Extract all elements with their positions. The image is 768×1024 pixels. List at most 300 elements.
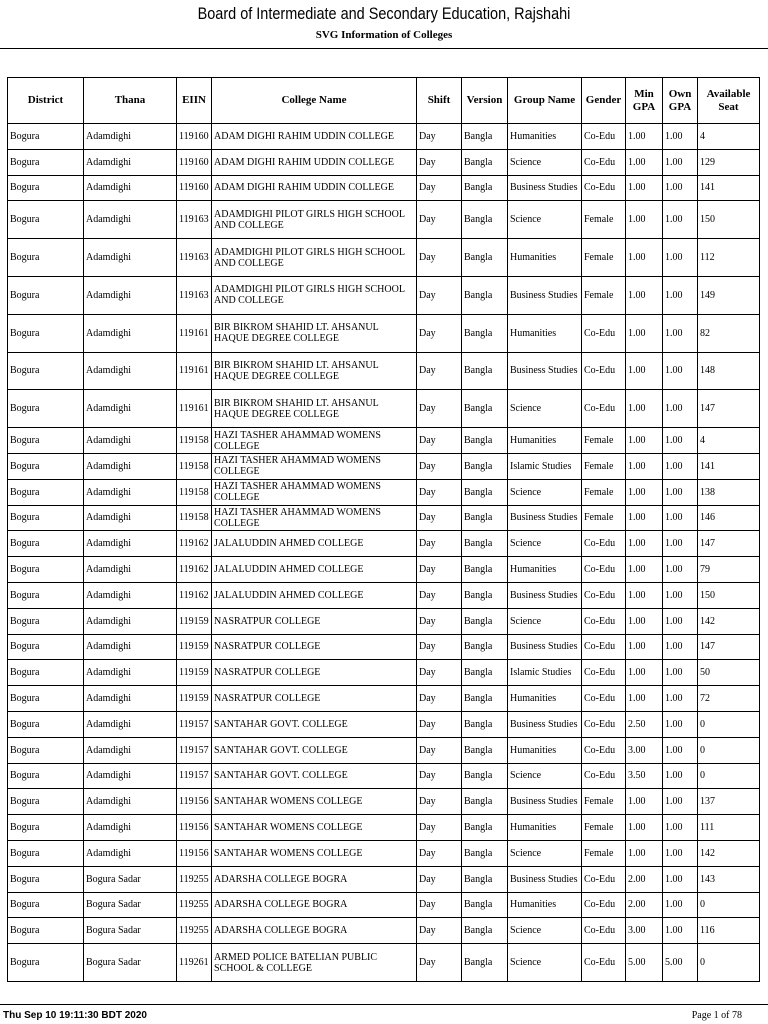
cell-district: Bogura bbox=[8, 390, 84, 428]
cell-own-gpa: 1.00 bbox=[663, 892, 698, 918]
cell-group-name: Humanities bbox=[508, 428, 582, 454]
cell-gender: Co-Edu bbox=[582, 634, 626, 660]
cell-own-gpa: 1.00 bbox=[663, 918, 698, 944]
cell-available-seat: 149 bbox=[698, 276, 760, 314]
cell-version: Bangla bbox=[462, 239, 508, 277]
cell-eiin: 119161 bbox=[177, 314, 212, 352]
cell-thana: Adamdighi bbox=[84, 352, 177, 390]
table-row bbox=[8, 239, 760, 277]
cell-version: Bangla bbox=[462, 557, 508, 583]
cell-min-gpa: 1.00 bbox=[626, 390, 663, 428]
cell-eiin: 119255 bbox=[177, 866, 212, 892]
cell-own-gpa: 1.00 bbox=[663, 175, 698, 201]
cell-district: Bogura bbox=[8, 505, 84, 531]
cell-shift: Day bbox=[417, 201, 462, 239]
cell-gender: Co-Edu bbox=[582, 531, 626, 557]
cell-available-seat: 79 bbox=[698, 557, 760, 583]
cell-district: Bogura bbox=[8, 582, 84, 608]
table-row bbox=[8, 390, 760, 428]
cell-version: Bangla bbox=[462, 276, 508, 314]
column-header-college-name: College Name bbox=[212, 78, 417, 124]
cell-own-gpa: 1.00 bbox=[663, 453, 698, 479]
cell-college-name: HAZI TASHER AHAMMAD WOMENS COLLEGE bbox=[212, 479, 417, 505]
cell-version: Bangla bbox=[462, 840, 508, 866]
cell-college-name: ADAMDIGHI PILOT GIRLS HIGH SCHOOL AND COLLEGE bbox=[212, 276, 417, 314]
cell-college-name: SANTAHAR GOVT. COLLEGE bbox=[212, 763, 417, 789]
table-row bbox=[8, 944, 760, 982]
cell-version: Bangla bbox=[462, 175, 508, 201]
cell-available-seat: 150 bbox=[698, 201, 760, 239]
table-row bbox=[8, 505, 760, 531]
cell-eiin: 119157 bbox=[177, 737, 212, 763]
cell-thana: Adamdighi bbox=[84, 390, 177, 428]
cell-gender: Female bbox=[582, 239, 626, 277]
cell-min-gpa: 5.00 bbox=[626, 944, 663, 982]
cell-college-name: ADARSHA COLLEGE BOGRA bbox=[212, 892, 417, 918]
cell-eiin: 119255 bbox=[177, 918, 212, 944]
cell-shift: Day bbox=[417, 124, 462, 150]
cell-min-gpa: 1.00 bbox=[626, 352, 663, 390]
cell-version: Bangla bbox=[462, 453, 508, 479]
cell-district: Bogura bbox=[8, 789, 84, 815]
cell-thana: Adamdighi bbox=[84, 711, 177, 737]
cell-available-seat: 112 bbox=[698, 239, 760, 277]
cell-group-name: Business Studies bbox=[508, 711, 582, 737]
cell-thana: Adamdighi bbox=[84, 149, 177, 175]
cell-college-name: ADARSHA COLLEGE BOGRA bbox=[212, 918, 417, 944]
cell-available-seat: 4 bbox=[698, 428, 760, 454]
cell-group-name: Islamic Studies bbox=[508, 453, 582, 479]
cell-group-name: Science bbox=[508, 763, 582, 789]
cell-college-name: NASRATPUR COLLEGE bbox=[212, 660, 417, 686]
cell-eiin: 119157 bbox=[177, 711, 212, 737]
cell-thana: Adamdighi bbox=[84, 276, 177, 314]
cell-thana: Adamdighi bbox=[84, 239, 177, 277]
cell-own-gpa: 1.00 bbox=[663, 608, 698, 634]
cell-thana: Adamdighi bbox=[84, 763, 177, 789]
cell-shift: Day bbox=[417, 608, 462, 634]
cell-gender: Co-Edu bbox=[582, 390, 626, 428]
cell-own-gpa: 1.00 bbox=[663, 479, 698, 505]
column-header-eiin: EIIN bbox=[177, 78, 212, 124]
cell-available-seat: 116 bbox=[698, 918, 760, 944]
cell-thana: Adamdighi bbox=[84, 815, 177, 841]
cell-district: Bogura bbox=[8, 557, 84, 583]
cell-group-name: Humanities bbox=[508, 557, 582, 583]
cell-gender: Female bbox=[582, 840, 626, 866]
table-row bbox=[8, 892, 760, 918]
cell-thana: Adamdighi bbox=[84, 737, 177, 763]
cell-available-seat: 0 bbox=[698, 737, 760, 763]
column-header-own-gpa: Own GPA bbox=[663, 78, 698, 124]
cell-eiin: 119163 bbox=[177, 276, 212, 314]
cell-eiin: 119158 bbox=[177, 479, 212, 505]
table-header-row bbox=[8, 78, 760, 124]
cell-own-gpa: 1.00 bbox=[663, 840, 698, 866]
cell-group-name: Humanities bbox=[508, 892, 582, 918]
cell-group-name: Business Studies bbox=[508, 352, 582, 390]
cell-eiin: 119163 bbox=[177, 201, 212, 239]
cell-gender: Co-Edu bbox=[582, 582, 626, 608]
cell-version: Bangla bbox=[462, 582, 508, 608]
cell-district: Bogura bbox=[8, 840, 84, 866]
cell-version: Bangla bbox=[462, 944, 508, 982]
cell-own-gpa: 1.00 bbox=[663, 815, 698, 841]
cell-gender: Co-Edu bbox=[582, 608, 626, 634]
cell-college-name: SANTAHAR GOVT. COLLEGE bbox=[212, 711, 417, 737]
cell-college-name: BIR BIKROM SHAHID LT. AHSANUL HAQUE DEGREE COLLEGE bbox=[212, 390, 417, 428]
cell-group-name: Science bbox=[508, 201, 582, 239]
cell-version: Bangla bbox=[462, 531, 508, 557]
cell-gender: Co-Edu bbox=[582, 918, 626, 944]
cell-available-seat: 0 bbox=[698, 944, 760, 982]
cell-gender: Female bbox=[582, 789, 626, 815]
page-title: Board of Intermediate and Secondary Education, Rajshahi bbox=[197, 4, 571, 23]
cell-eiin: 119261 bbox=[177, 944, 212, 982]
cell-own-gpa: 1.00 bbox=[663, 505, 698, 531]
cell-shift: Day bbox=[417, 557, 462, 583]
cell-shift: Day bbox=[417, 660, 462, 686]
cell-thana: Adamdighi bbox=[84, 175, 177, 201]
cell-college-name: ADAMDIGHI PILOT GIRLS HIGH SCHOOL AND COLLEGE bbox=[212, 239, 417, 277]
cell-group-name: Business Studies bbox=[508, 175, 582, 201]
cell-shift: Day bbox=[417, 390, 462, 428]
cell-version: Bangla bbox=[462, 634, 508, 660]
cell-gender: Female bbox=[582, 505, 626, 531]
cell-eiin: 119158 bbox=[177, 453, 212, 479]
cell-min-gpa: 1.00 bbox=[626, 175, 663, 201]
cell-group-name: Humanities bbox=[508, 239, 582, 277]
cell-eiin: 119156 bbox=[177, 815, 212, 841]
cell-min-gpa: 3.00 bbox=[626, 737, 663, 763]
cell-college-name: SANTAHAR WOMENS COLLEGE bbox=[212, 815, 417, 841]
cell-district: Bogura bbox=[8, 352, 84, 390]
cell-available-seat: 0 bbox=[698, 763, 760, 789]
cell-eiin: 119158 bbox=[177, 505, 212, 531]
table-row bbox=[8, 276, 760, 314]
cell-thana: Adamdighi bbox=[84, 428, 177, 454]
cell-group-name: Business Studies bbox=[508, 505, 582, 531]
cell-version: Bangla bbox=[462, 686, 508, 712]
cell-version: Bangla bbox=[462, 660, 508, 686]
cell-own-gpa: 1.00 bbox=[663, 124, 698, 150]
cell-own-gpa: 1.00 bbox=[663, 239, 698, 277]
column-header-version: Version bbox=[462, 78, 508, 124]
cell-available-seat: 141 bbox=[698, 175, 760, 201]
cell-available-seat: 142 bbox=[698, 608, 760, 634]
header-divider bbox=[0, 48, 768, 49]
cell-available-seat: 0 bbox=[698, 892, 760, 918]
cell-available-seat: 82 bbox=[698, 314, 760, 352]
cell-eiin: 119162 bbox=[177, 531, 212, 557]
cell-eiin: 119160 bbox=[177, 124, 212, 150]
cell-district: Bogura bbox=[8, 892, 84, 918]
cell-group-name: Science bbox=[508, 608, 582, 634]
column-header-thana: Thana bbox=[84, 78, 177, 124]
cell-version: Bangla bbox=[462, 124, 508, 150]
cell-gender: Co-Edu bbox=[582, 149, 626, 175]
cell-own-gpa: 1.00 bbox=[663, 737, 698, 763]
cell-version: Bangla bbox=[462, 789, 508, 815]
cell-district: Bogura bbox=[8, 944, 84, 982]
cell-thana: Adamdighi bbox=[84, 479, 177, 505]
cell-available-seat: 147 bbox=[698, 531, 760, 557]
cell-min-gpa: 1.00 bbox=[626, 201, 663, 239]
table-row bbox=[8, 314, 760, 352]
cell-eiin: 119161 bbox=[177, 390, 212, 428]
cell-shift: Day bbox=[417, 428, 462, 454]
cell-min-gpa: 1.00 bbox=[626, 840, 663, 866]
cell-gender: Co-Edu bbox=[582, 686, 626, 712]
cell-min-gpa: 1.00 bbox=[626, 608, 663, 634]
cell-eiin: 119158 bbox=[177, 428, 212, 454]
cell-group-name: Humanities bbox=[508, 737, 582, 763]
table-row bbox=[8, 763, 760, 789]
cell-college-name: ADAM DIGHI RAHIM UDDIN COLLEGE bbox=[212, 149, 417, 175]
cell-shift: Day bbox=[417, 276, 462, 314]
cell-available-seat: 141 bbox=[698, 453, 760, 479]
cell-own-gpa: 1.00 bbox=[663, 660, 698, 686]
cell-group-name: Science bbox=[508, 944, 582, 982]
column-header-district: District bbox=[8, 78, 84, 124]
cell-college-name: SANTAHAR GOVT. COLLEGE bbox=[212, 737, 417, 763]
cell-district: Bogura bbox=[8, 479, 84, 505]
cell-college-name: NASRATPUR COLLEGE bbox=[212, 686, 417, 712]
cell-own-gpa: 1.00 bbox=[663, 276, 698, 314]
table-row bbox=[8, 124, 760, 150]
cell-shift: Day bbox=[417, 815, 462, 841]
cell-gender: Co-Edu bbox=[582, 763, 626, 789]
cell-version: Bangla bbox=[462, 479, 508, 505]
cell-version: Bangla bbox=[462, 428, 508, 454]
cell-eiin: 119156 bbox=[177, 840, 212, 866]
cell-group-name: Science bbox=[508, 149, 582, 175]
cell-version: Bangla bbox=[462, 892, 508, 918]
cell-group-name: Humanities bbox=[508, 124, 582, 150]
cell-gender: Co-Edu bbox=[582, 314, 626, 352]
cell-version: Bangla bbox=[462, 201, 508, 239]
cell-available-seat: 150 bbox=[698, 582, 760, 608]
cell-own-gpa: 1.00 bbox=[663, 201, 698, 239]
footer-page-number: Page 1 of 78 bbox=[691, 1010, 742, 1021]
cell-own-gpa: 1.00 bbox=[663, 686, 698, 712]
cell-district: Bogura bbox=[8, 660, 84, 686]
cell-shift: Day bbox=[417, 531, 462, 557]
footer-divider bbox=[0, 1004, 768, 1005]
cell-version: Bangla bbox=[462, 352, 508, 390]
cell-shift: Day bbox=[417, 453, 462, 479]
cell-min-gpa: 1.00 bbox=[626, 124, 663, 150]
cell-eiin: 119159 bbox=[177, 634, 212, 660]
column-header-group-name: Group Name bbox=[508, 78, 582, 124]
cell-group-name: Science bbox=[508, 531, 582, 557]
cell-gender: Female bbox=[582, 453, 626, 479]
cell-shift: Day bbox=[417, 314, 462, 352]
table-row bbox=[8, 660, 760, 686]
cell-district: Bogura bbox=[8, 634, 84, 660]
cell-min-gpa: 1.00 bbox=[626, 634, 663, 660]
cell-gender: Co-Edu bbox=[582, 660, 626, 686]
cell-available-seat: 72 bbox=[698, 686, 760, 712]
cell-version: Bangla bbox=[462, 390, 508, 428]
colleges-table-container bbox=[7, 77, 759, 982]
cell-eiin: 119255 bbox=[177, 892, 212, 918]
cell-district: Bogura bbox=[8, 314, 84, 352]
cell-eiin: 119157 bbox=[177, 763, 212, 789]
cell-own-gpa: 1.00 bbox=[663, 557, 698, 583]
cell-shift: Day bbox=[417, 634, 462, 660]
cell-district: Bogura bbox=[8, 866, 84, 892]
cell-min-gpa: 1.00 bbox=[626, 582, 663, 608]
cell-district: Bogura bbox=[8, 763, 84, 789]
cell-available-seat: 147 bbox=[698, 390, 760, 428]
cell-own-gpa: 1.00 bbox=[663, 711, 698, 737]
cell-thana: Adamdighi bbox=[84, 314, 177, 352]
cell-shift: Day bbox=[417, 505, 462, 531]
cell-own-gpa: 1.00 bbox=[663, 531, 698, 557]
cell-own-gpa: 5.00 bbox=[663, 944, 698, 982]
cell-gender: Female bbox=[582, 815, 626, 841]
cell-college-name: SANTAHAR WOMENS COLLEGE bbox=[212, 789, 417, 815]
cell-own-gpa: 1.00 bbox=[663, 390, 698, 428]
cell-min-gpa: 1.00 bbox=[626, 505, 663, 531]
cell-own-gpa: 1.00 bbox=[663, 634, 698, 660]
cell-version: Bangla bbox=[462, 737, 508, 763]
cell-gender: Female bbox=[582, 201, 626, 239]
cell-college-name: BIR BIKROM SHAHID LT. AHSANUL HAQUE DEGREE COLLEGE bbox=[212, 314, 417, 352]
cell-own-gpa: 1.00 bbox=[663, 582, 698, 608]
cell-shift: Day bbox=[417, 944, 462, 982]
cell-available-seat: 129 bbox=[698, 149, 760, 175]
cell-version: Bangla bbox=[462, 711, 508, 737]
cell-version: Bangla bbox=[462, 815, 508, 841]
cell-gender: Female bbox=[582, 428, 626, 454]
cell-min-gpa: 1.00 bbox=[626, 789, 663, 815]
cell-version: Bangla bbox=[462, 866, 508, 892]
cell-thana: Adamdighi bbox=[84, 453, 177, 479]
cell-gender: Co-Edu bbox=[582, 352, 626, 390]
cell-available-seat: 138 bbox=[698, 479, 760, 505]
column-header-shift: Shift bbox=[417, 78, 462, 124]
cell-eiin: 119160 bbox=[177, 175, 212, 201]
cell-thana: Bogura Sadar bbox=[84, 918, 177, 944]
cell-gender: Co-Edu bbox=[582, 175, 626, 201]
cell-shift: Day bbox=[417, 711, 462, 737]
cell-thana: Adamdighi bbox=[84, 505, 177, 531]
cell-college-name: ADAM DIGHI RAHIM UDDIN COLLEGE bbox=[212, 175, 417, 201]
table-row bbox=[8, 608, 760, 634]
cell-shift: Day bbox=[417, 239, 462, 277]
table-row bbox=[8, 918, 760, 944]
cell-available-seat: 50 bbox=[698, 660, 760, 686]
cell-min-gpa: 2.50 bbox=[626, 711, 663, 737]
cell-group-name: Business Studies bbox=[508, 866, 582, 892]
cell-college-name: ADAMDIGHI PILOT GIRLS HIGH SCHOOL AND COLLEGE bbox=[212, 201, 417, 239]
cell-min-gpa: 1.00 bbox=[626, 453, 663, 479]
table-row bbox=[8, 201, 760, 239]
table-row bbox=[8, 634, 760, 660]
cell-available-seat: 147 bbox=[698, 634, 760, 660]
cell-version: Bangla bbox=[462, 149, 508, 175]
cell-district: Bogura bbox=[8, 239, 84, 277]
cell-group-name: Science bbox=[508, 840, 582, 866]
cell-district: Bogura bbox=[8, 737, 84, 763]
cell-own-gpa: 1.00 bbox=[663, 789, 698, 815]
cell-district: Bogura bbox=[8, 531, 84, 557]
cell-shift: Day bbox=[417, 737, 462, 763]
cell-gender: Female bbox=[582, 479, 626, 505]
cell-thana: Adamdighi bbox=[84, 660, 177, 686]
cell-version: Bangla bbox=[462, 608, 508, 634]
cell-district: Bogura bbox=[8, 453, 84, 479]
cell-eiin: 119162 bbox=[177, 557, 212, 583]
cell-shift: Day bbox=[417, 763, 462, 789]
cell-college-name: HAZI TASHER AHAMMAD WOMENS COLLEGE bbox=[212, 505, 417, 531]
cell-thana: Adamdighi bbox=[84, 124, 177, 150]
table-row bbox=[8, 789, 760, 815]
cell-shift: Day bbox=[417, 892, 462, 918]
cell-thana: Adamdighi bbox=[84, 789, 177, 815]
cell-college-name: NASRATPUR COLLEGE bbox=[212, 608, 417, 634]
cell-shift: Day bbox=[417, 866, 462, 892]
cell-shift: Day bbox=[417, 352, 462, 390]
cell-gender: Co-Edu bbox=[582, 711, 626, 737]
cell-gender: Female bbox=[582, 276, 626, 314]
cell-college-name: NASRATPUR COLLEGE bbox=[212, 634, 417, 660]
cell-gender: Co-Edu bbox=[582, 124, 626, 150]
footer-timestamp: Thu Sep 10 19:11:30 BDT 2020 bbox=[3, 1010, 147, 1021]
table-row bbox=[8, 582, 760, 608]
cell-gender: Co-Edu bbox=[582, 866, 626, 892]
cell-district: Bogura bbox=[8, 686, 84, 712]
cell-shift: Day bbox=[417, 479, 462, 505]
cell-own-gpa: 1.00 bbox=[663, 352, 698, 390]
table-row bbox=[8, 815, 760, 841]
cell-thana: Bogura Sadar bbox=[84, 866, 177, 892]
cell-shift: Day bbox=[417, 918, 462, 944]
table-body bbox=[8, 124, 760, 982]
table-row bbox=[8, 557, 760, 583]
table-row bbox=[8, 479, 760, 505]
table-row bbox=[8, 711, 760, 737]
cell-district: Bogura bbox=[8, 276, 84, 314]
cell-available-seat: 137 bbox=[698, 789, 760, 815]
cell-thana: Adamdighi bbox=[84, 201, 177, 239]
cell-eiin: 119162 bbox=[177, 582, 212, 608]
cell-group-name: Business Studies bbox=[508, 634, 582, 660]
cell-thana: Bogura Sadar bbox=[84, 944, 177, 982]
cell-eiin: 119160 bbox=[177, 149, 212, 175]
cell-available-seat: 4 bbox=[698, 124, 760, 150]
cell-district: Bogura bbox=[8, 175, 84, 201]
table-row bbox=[8, 453, 760, 479]
cell-thana: Adamdighi bbox=[84, 840, 177, 866]
cell-thana: Adamdighi bbox=[84, 634, 177, 660]
cell-min-gpa: 1.00 bbox=[626, 428, 663, 454]
cell-group-name: Science bbox=[508, 918, 582, 944]
cell-thana: Adamdighi bbox=[84, 608, 177, 634]
cell-shift: Day bbox=[417, 175, 462, 201]
cell-min-gpa: 2.00 bbox=[626, 866, 663, 892]
cell-min-gpa: 1.00 bbox=[626, 149, 663, 175]
colleges-table bbox=[7, 77, 760, 982]
cell-gender: Co-Edu bbox=[582, 557, 626, 583]
cell-min-gpa: 1.00 bbox=[626, 239, 663, 277]
table-row bbox=[8, 686, 760, 712]
cell-group-name: Science bbox=[508, 479, 582, 505]
cell-own-gpa: 1.00 bbox=[663, 428, 698, 454]
cell-college-name: HAZI TASHER AHAMMAD WOMENS COLLEGE bbox=[212, 453, 417, 479]
